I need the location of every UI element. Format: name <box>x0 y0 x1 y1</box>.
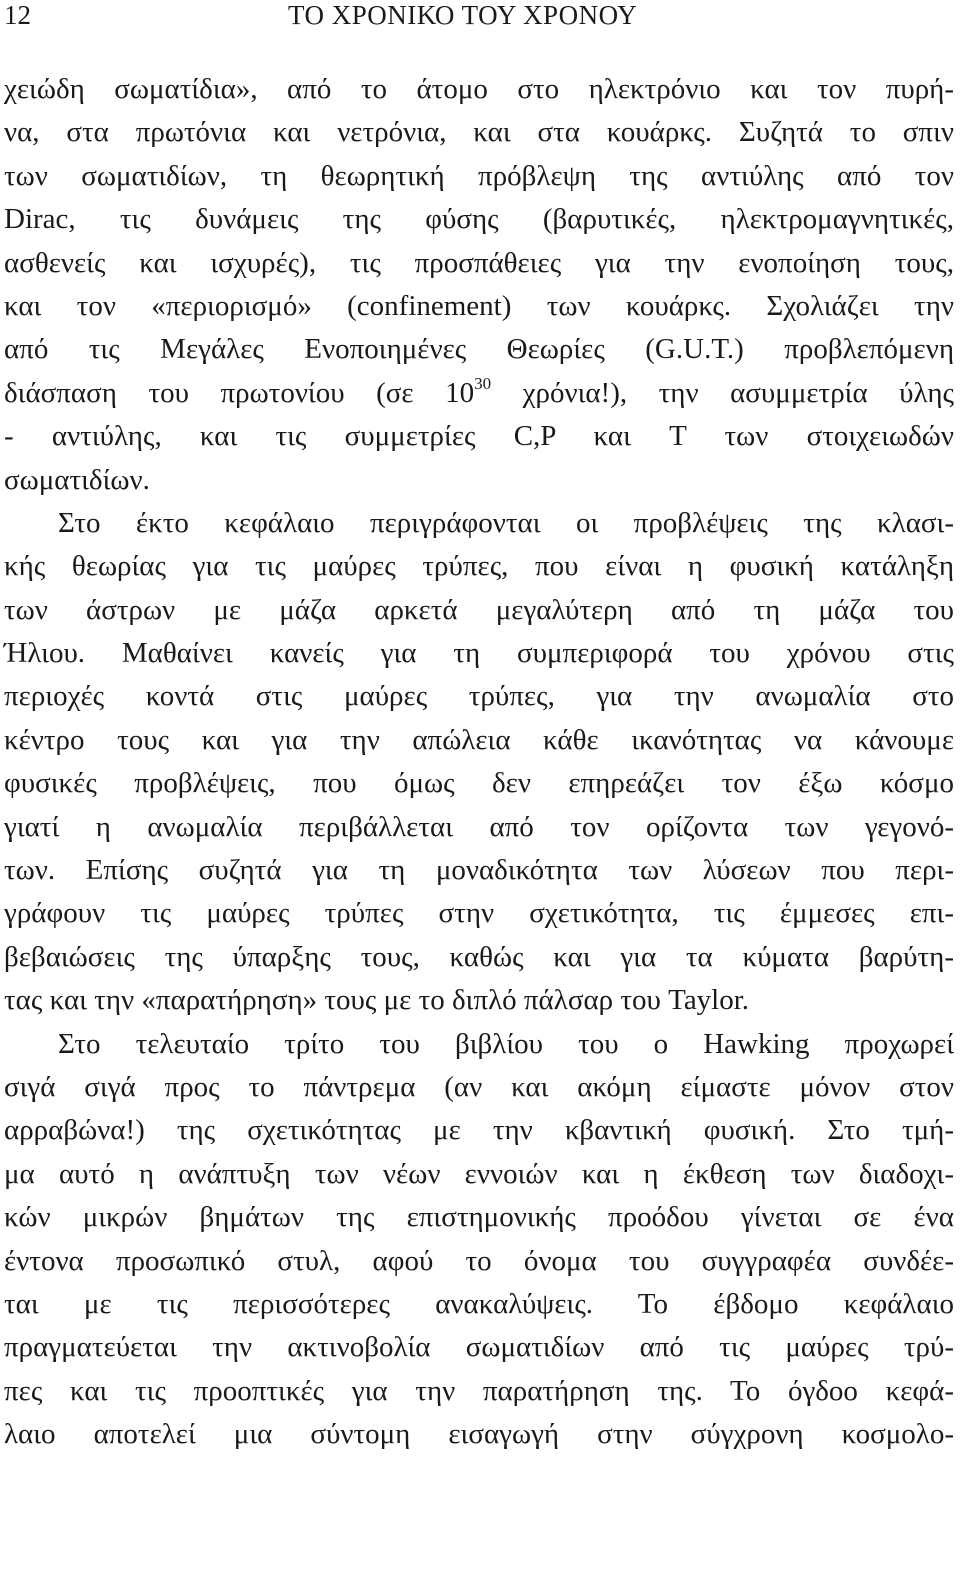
text-line: κέντρο τους και για την απώλεια κάθε ικανότητας να κάνουμε <box>4 723 954 756</box>
text-line: γιατί η ανωμαλία περιβάλλεται από τον ορίζοντα των γεγονό- <box>4 810 954 843</box>
text-fragment: χρόνια!), την ασυμμετρία ύλης <box>491 376 954 409</box>
paragraph-end-line: σωματιδίων. <box>4 463 150 496</box>
text-line: Ήλιου. Μαθαίνει κανείς για τη συμπεριφορά του χρόνου στις <box>4 637 954 670</box>
text-line: κής θεωρίας για τις μαύρες τρύπες, που είναι η φυσική κατάληξη <box>4 550 954 583</box>
text-line: μα αυτό η ανάπτυξη των νέων εννοιών και η έκθεση των διαδοχι- <box>4 1157 954 1190</box>
text-line: κών μικρών βημάτων της επιστημονικής προόδου γίνεται σε ένα <box>4 1201 954 1234</box>
text-line: περιοχές κοντά στις μαύρες τρύπες, για την ανωμαλία στο <box>4 680 954 713</box>
text-fragment: διάσπαση του πρωτονίου (σε 10 <box>4 376 475 409</box>
text-line: Dirac, τις δυνάμεις της φύσης (βαρυτικές, ηλεκτρομαγνητικές, <box>4 203 954 236</box>
text-line: λαιο αποτελεί μια σύντομη εισαγωγή στην σύγχρονη κοσμολο- <box>4 1418 954 1451</box>
text-line: αρραβώνα!) της σχετικότητας με την κβαντική φυσική. Στο τμή- <box>4 1114 954 1147</box>
text-line: σιγά σιγά προς το πάντρεμα (αν και ακόμη είμαστε μόνον στον <box>4 1070 954 1103</box>
text-line: έντονα προσωπικό στυλ, αφού το όνομα του συγγραφέα συνδέε- <box>4 1244 954 1277</box>
text-line: χειώδη σωματίδια», από το άτομο στο ηλεκτρόνιο και τον πυρή- <box>4 73 954 105</box>
text-line: βεβαιώσεις της ύπαρξης τους, καθώς και για τα κύματα βαρύτη- <box>4 940 954 973</box>
running-head <box>0 0 960 36</box>
text-line: - αντιύλης, και τις συμμετρίες C,P και T των στοιχειωδών <box>4 420 954 453</box>
text-line-with-exponent <box>4 372 954 415</box>
text-line: πες και τις προοπτικές για την παρατήρηση της. Το όγδοο κεφά- <box>4 1374 954 1407</box>
page-number: 12 <box>4 0 31 30</box>
body-text <box>4 68 954 1457</box>
text-line: των άστρων με μάζα αρκετά μεγαλύτερη από τη μάζα του <box>4 593 954 626</box>
text-line: των σωματιδίων, τη θεωρητική πρόβλεψη της αντιύλης από τον <box>4 159 954 192</box>
text-line: και τον «περιορισμό» (confinement) των κουάρκς. Σχολιάζει την <box>4 289 954 322</box>
paragraph-first-line: Στο τελευταίο τρίτο του βιβλίου του ο Hawking προχωρεί <box>58 1027 954 1060</box>
text-line: φυσικές προβλέψεις, που όμως δεν επηρεάζει τον έξω κόσμο <box>4 767 954 800</box>
exponent: 30 <box>474 373 492 393</box>
paragraph-end-line: τας και την «παρατήρηση» τους με το διπλό πάλσαρ του Taylor. <box>4 984 750 1017</box>
paragraph-first-line: Στο έκτο κεφάλαιο περιγράφονται οι προβλέψεις της κλασι- <box>58 506 954 539</box>
text-line: ται με τις περισσότερες ανακαλύψεις. Το έβδομο κεφάλαιο <box>4 1287 954 1320</box>
text-line: πραγματεύεται την ακτινοβολία σωματιδίων από τις μαύρες τρύ- <box>4 1331 954 1364</box>
text-line: ασθενείς και ισχυρές), τις προσπάθειες για την ενοποίηση τους, <box>4 246 954 279</box>
running-title: ΤΟ ΧΡΟΝΙΚΟ ΤΟΥ ΧΡΟΝΟΥ <box>288 0 638 30</box>
text-line: των. Επίσης συζητά για τη μοναδικότητα των λύσεων που περι- <box>4 854 954 887</box>
text-line: να, στα πρωτόνια και νετρόνια, και στα κουάρκς. Συζητά το σπιν <box>4 116 954 149</box>
text-line: από τις Μεγάλες Ενοποιημένες Θεωρίες (G.U.T.) προβλεπόμενη <box>4 333 954 366</box>
text-line: γράφουν τις μαύρες τρύπες στην σχετικότητα, τις έμμεσες επι- <box>4 897 954 930</box>
